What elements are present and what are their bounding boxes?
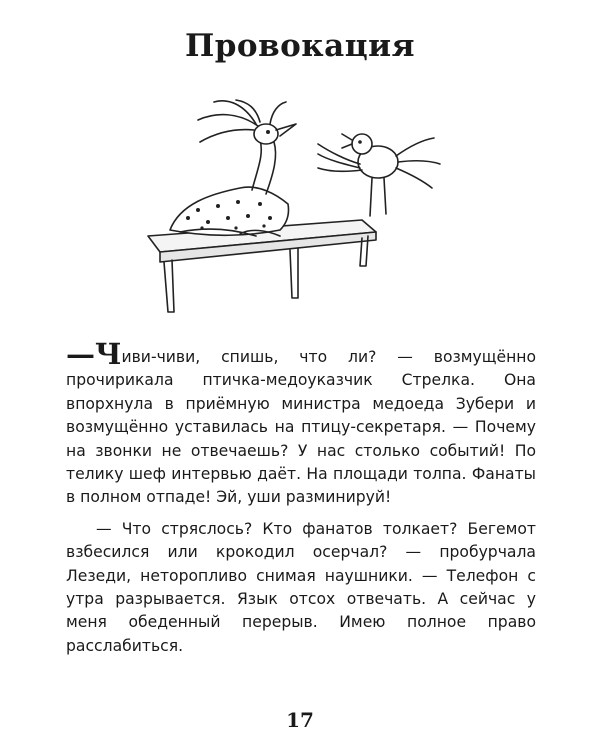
honeyguide-bird-head (352, 134, 372, 154)
honeyguide-wing (398, 161, 440, 164)
crest-feather (200, 130, 254, 142)
paragraph-text: — Что стряслось? Кто фанатов толкает? Бегемот взбесился или крокодил осерчал? — пробурчала Лезеди, неторопливо снимая наушники. — Телефон с утра разрывается. Язык отсох отвечать. А сейчас у меня обеденный перерыв. Имею полное право расслабиться. (66, 519, 536, 655)
secretary-bird-beak (276, 124, 296, 136)
secretary-bird-head (254, 124, 278, 144)
honeyguide-legs (370, 178, 386, 216)
page-number: 17 (286, 708, 314, 732)
drop-cap: —Ч (66, 337, 122, 371)
honeyguide-wing (396, 138, 434, 156)
illustration-birds-at-table (140, 98, 460, 320)
crest-feather (198, 115, 258, 126)
paragraph-text: иви-чиви, спишь, что ли? — возмущённо прочирикала птичка-медоуказчик Стрелка. Она впорхнула в приёмную министра медоеда Зубери и возмущённо уставилась на птицу-секретаря. — Почему на звонки не отвечаешь? У нас столько событий! По телику шеф интервью даёт. На площади толпа. Фанаты в полном отпаде! Эй, уши разминируй! (66, 348, 536, 507)
secretary-bird-body (170, 187, 289, 235)
table-leg (290, 248, 298, 298)
crest-feather (236, 100, 260, 122)
paragraph (66, 337, 536, 510)
story-text (66, 337, 536, 658)
chapter-title: Провокация (184, 28, 416, 64)
crest-feather (270, 102, 286, 124)
secretary-bird-neck (266, 142, 276, 194)
paragraph (66, 518, 536, 658)
honeyguide-bird-beak (342, 134, 352, 148)
honeyguide-wing (318, 168, 362, 171)
honeyguide-wing (396, 168, 432, 188)
secretary-bird-neck (252, 140, 261, 190)
table-leg (164, 260, 174, 312)
